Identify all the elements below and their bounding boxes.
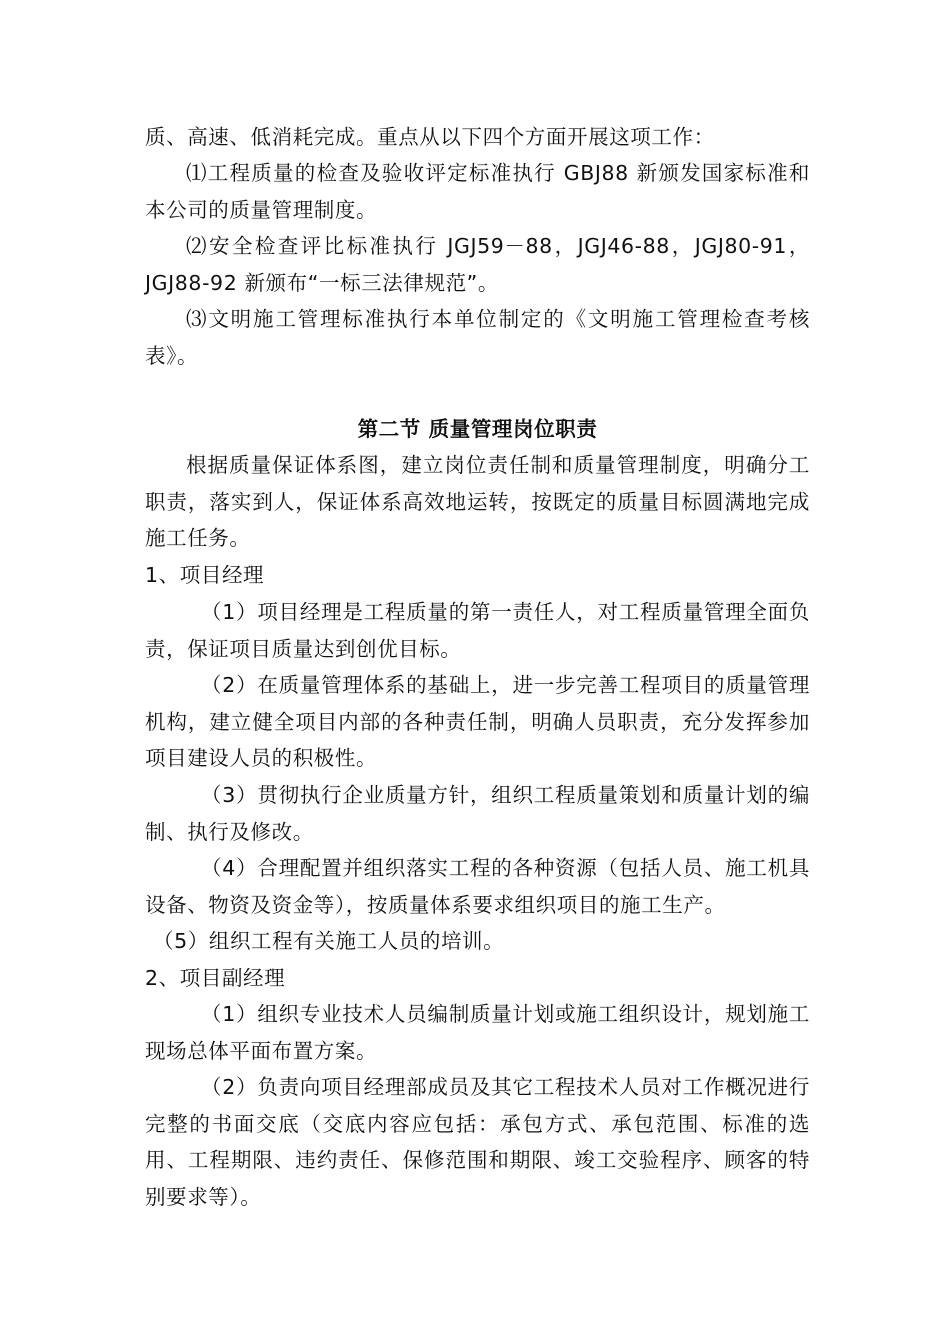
paragraph-quality-standard: ⑴工程质量的检查及验收评定标准执行 GBJ88 新颁发国家标准和本公司的质量管理制度。	[145, 161, 810, 222]
list-item-pm-2: （2）在质量管理体系的基础上，进一步完善工程项目的质量管理机构，建立健全项目内部的各种责任制，明确人员职责，充分发挥参加项目建设人员的积极性。	[145, 673, 810, 770]
list-item-pm-4: （4）合理配置并组织落实工程的各种资源（包括人员、施工机具设备、物资及资金等），按质量体系要求组织项目的施工生产。	[145, 856, 810, 917]
list-item-dm-2: （2）负责向项目经理部成员及其它工程技术人员对工作概况进行完整的书面交底（交底内容应包括：承包方式、承包范围、标准的选用、工程期限、违约责任、保修范围和期限、竣工交验程序、顾客的特别要求等）。	[145, 1075, 810, 1209]
section-heading: 第二节 质量管理岗位职责	[357, 417, 598, 441]
list-item-pm-1: （1）项目经理是工程质量的第一责任人，对工程质量管理全面负责，保证项目质量达到创优目标。	[145, 600, 810, 661]
paragraph-civilized-construction-standard: ⑶文明施工管理标准执行本单位制定的《文明施工管理检查考核表》。	[145, 307, 810, 368]
list-item-pm-3: （3）贯彻执行企业质量方针，组织工程质量策划和质量计划的编制、执行及修改。	[145, 783, 810, 844]
paragraph-intro-end: 质、高速、低消耗完成。重点从以下四个方面开展这项工作：	[145, 125, 715, 149]
list-item-dm-1: （1）组织专业技术人员编制质量计划或施工组织设计，规划施工现场总体平面布置方案。	[145, 1002, 810, 1063]
list-item-pm-5: （5）组织工程有关施工人员的培训。	[153, 929, 505, 953]
paragraph-safety-standard: ⑵安全检查评比标准执行 JGJ59－88，JGJ46-88，JGJ80-91，JGJ88-92 新颁布“一标三法律规范”。	[145, 234, 810, 295]
subheading-project-manager: 1、项目经理	[145, 563, 265, 587]
subheading-deputy-manager: 2、项目副经理	[145, 966, 286, 990]
paragraph-responsibility-intro: 根据质量保证体系图，建立岗位责任制和质量管理制度，明确分工职责，落实到人，保证体系高效地运转，按既定的质量目标圆满地完成施工任务。	[145, 453, 810, 550]
